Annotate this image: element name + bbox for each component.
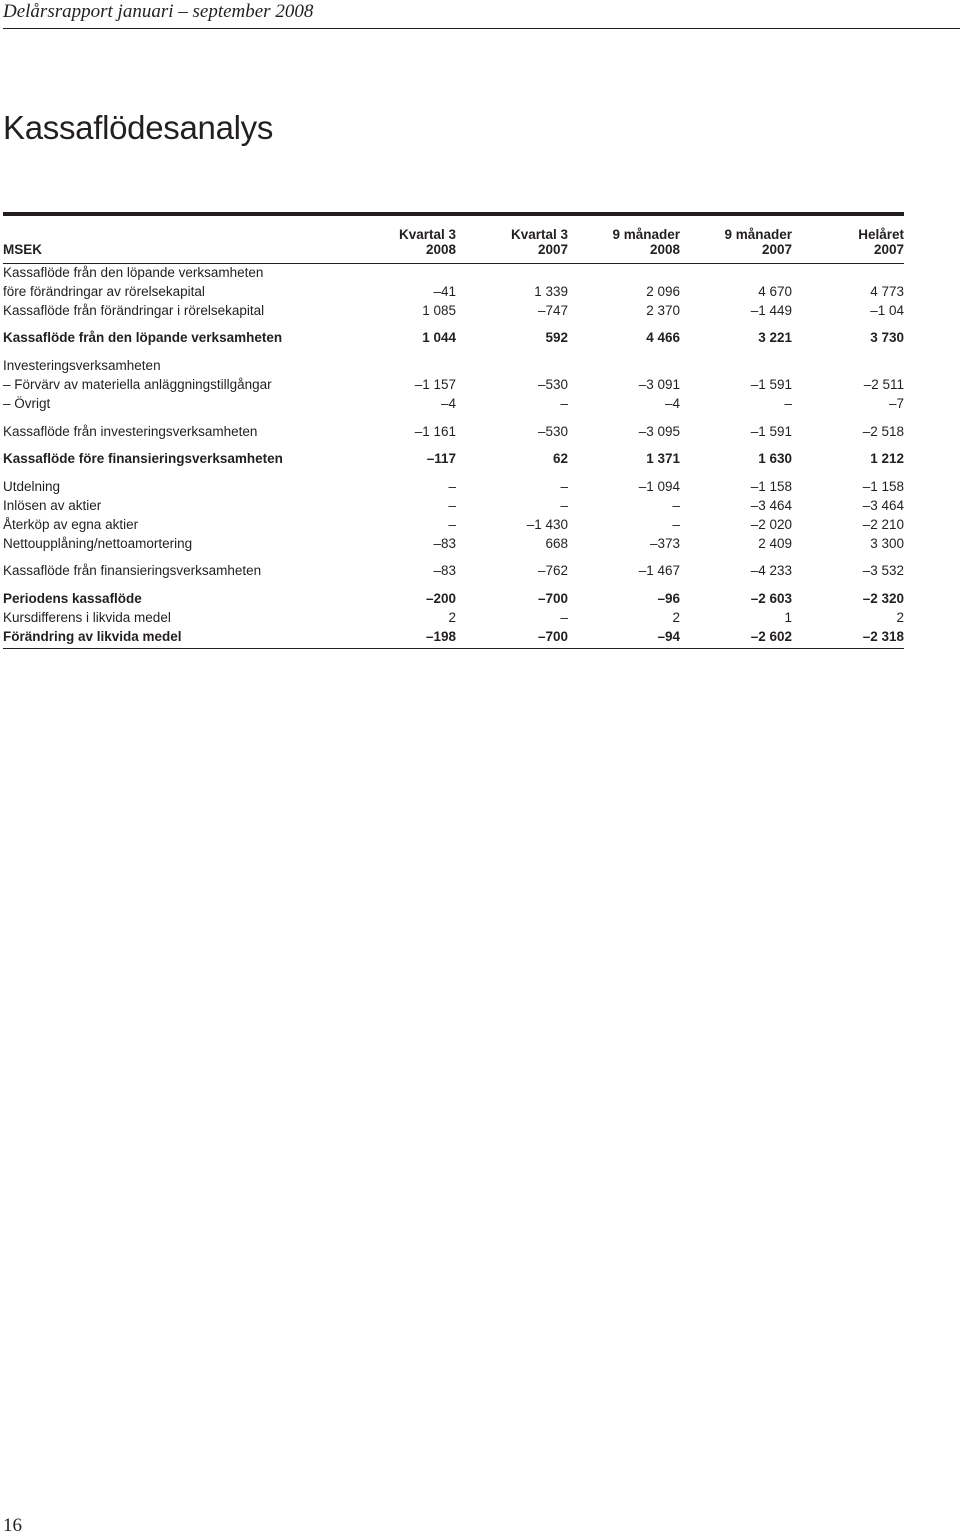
row-value: –83	[433, 563, 456, 579]
table-body	[3, 264, 904, 649]
row-value	[680, 348, 792, 376]
row-value: 62	[552, 451, 568, 467]
row-label: Kassaflöde före finansieringsverksamheten	[3, 451, 283, 467]
row-label: – Övrigt	[3, 395, 51, 411]
row-value: 2 096	[646, 283, 680, 299]
row-label: Kassaflöde från den löpande verksamheten	[3, 330, 283, 346]
row-value: –2 318	[792, 628, 904, 648]
column-year-9m-2007: 2007	[680, 242, 792, 264]
row-value: –83	[433, 535, 456, 551]
table-header-row-1	[3, 216, 904, 242]
row-value: 4 773	[870, 283, 904, 299]
row-label: Kassaflöde från investeringsverksamheten	[3, 423, 258, 439]
cashflow-table-container	[3, 212, 904, 649]
row-value: –4 233	[750, 563, 792, 579]
table-header-row-2	[3, 242, 904, 264]
table-row	[3, 469, 904, 497]
row-value: –198	[344, 628, 456, 648]
row-value: –1 094	[638, 479, 680, 495]
row-value: –41	[433, 283, 456, 299]
row-value: –1 04	[870, 302, 904, 318]
row-label: Kursdifferens i likvida medel	[3, 609, 171, 625]
row-label: Kassaflöde från förändringar i rörelsekapital	[3, 302, 265, 318]
row-value: 3 221	[758, 330, 792, 346]
table-row	[3, 628, 904, 648]
row-value: –	[672, 516, 680, 532]
row-label: Periodens kassaflöde	[3, 591, 142, 607]
row-value	[344, 264, 456, 283]
row-value: 1 044	[422, 330, 456, 346]
row-value: 4 466	[646, 330, 680, 346]
row-value	[456, 348, 568, 376]
row-label: Utdelning	[3, 479, 61, 495]
row-value: –1 157	[414, 376, 456, 392]
row-value: –4	[440, 395, 456, 411]
row-value: 3 730	[870, 330, 904, 346]
row-value: –117	[426, 451, 456, 467]
row-value	[568, 264, 680, 283]
row-value: –1 158	[862, 479, 904, 495]
row-value: 1 085	[422, 302, 456, 318]
row-value: –373	[649, 535, 680, 551]
row-value: –	[784, 395, 792, 411]
row-value: 592	[545, 330, 568, 346]
row-value: –96	[657, 591, 680, 607]
table-row	[3, 516, 904, 535]
unit-label: MSEK	[3, 242, 344, 264]
row-value: 1 371	[646, 451, 680, 467]
row-value: –2 020	[750, 516, 792, 532]
table-row	[3, 609, 904, 628]
row-value: –1 161	[414, 423, 456, 439]
table-row	[3, 395, 904, 414]
column-header-9m-2008: 9 månader	[612, 227, 680, 242]
row-value: –1 449	[750, 302, 792, 318]
row-label: Investeringsverksamheten	[3, 358, 161, 374]
row-value: –530	[537, 376, 568, 392]
row-label: – Förvärv av materiella anläggningstillgångar	[3, 376, 272, 392]
row-value: –3 464	[750, 497, 792, 513]
table-row	[3, 497, 904, 516]
row-label: före förändringar av rörelsekapital	[3, 283, 205, 299]
row-value: –762	[537, 563, 568, 579]
row-value: –3 095	[638, 423, 680, 439]
row-value: 2 409	[758, 535, 792, 551]
row-label: Inlösen av aktier	[3, 497, 102, 513]
row-value: 2	[896, 609, 904, 625]
table-row	[3, 441, 904, 469]
row-value	[456, 264, 568, 283]
table-row	[3, 348, 904, 376]
row-value: –3 464	[862, 497, 904, 513]
cashflow-table	[3, 216, 904, 649]
row-value: 3 300	[870, 535, 904, 551]
row-value: –2 210	[862, 516, 904, 532]
table-row	[3, 264, 904, 283]
row-value: –1 430	[526, 516, 568, 532]
row-value: –7	[888, 395, 904, 411]
row-value: –1 591	[750, 376, 792, 392]
column-header-q3-2007: Kvartal 3	[510, 227, 568, 242]
row-value: –3 532	[862, 563, 904, 579]
column-year-q3-2008: 2008	[344, 242, 456, 264]
row-value	[792, 348, 904, 376]
table-row	[3, 283, 904, 302]
table-row	[3, 581, 904, 609]
row-label: Kassaflöde från finansieringsverksamheten	[3, 563, 262, 579]
row-label: Nettoupplåning/nettoamortering	[3, 535, 193, 551]
column-header-9m-2007: 9 månader	[724, 227, 792, 242]
row-value: –700	[537, 591, 568, 607]
row-value: –	[560, 479, 568, 495]
row-value: –	[448, 479, 456, 495]
row-value: –530	[537, 423, 568, 439]
row-value: –200	[425, 591, 456, 607]
table-row	[3, 535, 904, 554]
table-row	[3, 302, 904, 321]
row-value: –3 091	[638, 376, 680, 392]
row-value: –94	[568, 628, 680, 648]
page-title: Kassaflödesanalys	[3, 109, 274, 146]
column-year-q3-2007: 2007	[456, 242, 568, 264]
row-value: –2 602	[680, 628, 792, 648]
row-value: 1 212	[870, 451, 904, 467]
row-value: 4 670	[758, 283, 792, 299]
row-value: 2	[672, 609, 680, 625]
row-value	[680, 264, 792, 283]
row-value: 1	[784, 609, 792, 625]
row-label: Förändring av likvida medel	[3, 628, 344, 648]
row-value: –	[560, 497, 568, 513]
row-value: 668	[545, 535, 568, 551]
row-value: –747	[537, 302, 568, 318]
row-value: 1 630	[758, 451, 792, 467]
column-year-fy-2007: 2007	[792, 242, 904, 264]
header-empty-cell	[3, 216, 344, 242]
row-value: –2 518	[862, 423, 904, 439]
row-value: –700	[456, 628, 568, 648]
row-value: 1 339	[534, 283, 568, 299]
table-row	[3, 553, 904, 581]
header-rule	[3, 28, 960, 29]
row-value: –	[560, 395, 568, 411]
row-value: –1 591	[750, 423, 792, 439]
row-value: –4	[664, 395, 680, 411]
row-value: –1 158	[750, 479, 792, 495]
table-row	[3, 414, 904, 442]
row-value: –2 603	[750, 591, 792, 607]
page-number: 16	[3, 1515, 22, 1536]
row-value: –	[560, 609, 568, 625]
column-header-fy-2007: Helåret	[858, 227, 904, 242]
row-value: –	[672, 497, 680, 513]
column-header-q3-2008: Kvartal 3	[398, 227, 456, 242]
row-label: Kassaflöde från den löpande verksamheten	[3, 265, 264, 280]
row-value	[792, 264, 904, 283]
row-value: –2 320	[862, 591, 904, 607]
table-row	[3, 376, 904, 395]
row-value: –	[448, 516, 456, 532]
row-value: 2 370	[646, 302, 680, 318]
row-label: Återköp av egna aktier	[3, 516, 139, 532]
running-header: Delårsrapport januari – september 2008	[3, 1, 314, 22]
column-year-9m-2008: 2008	[568, 242, 680, 264]
table-row	[3, 320, 904, 348]
row-value: –2 511	[863, 376, 904, 392]
row-value: 2	[448, 609, 456, 625]
row-value	[568, 348, 680, 376]
row-value: –1 467	[638, 563, 680, 579]
row-value	[344, 348, 456, 376]
row-value: –	[448, 497, 456, 513]
